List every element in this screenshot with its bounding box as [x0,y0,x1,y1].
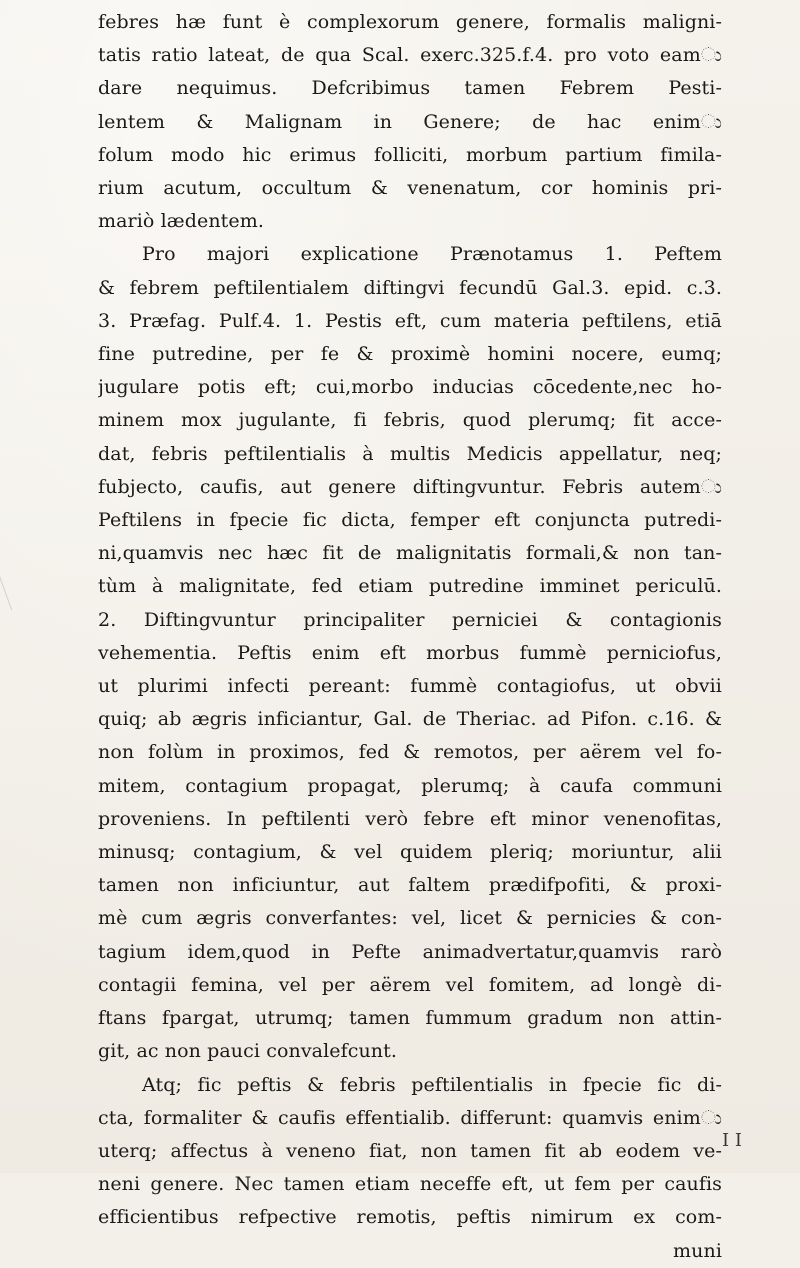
text-line: Pro majori explicatione Prænotamus 1. Peftem [142,243,722,266]
text-line: tamen non inficiuntur, aut faltem prædifpofiti, & proxi- [98,874,722,897]
text-line: fubjecto, caufis, aut genere diftingvuntur. Febris autemು [98,475,722,498]
text-line: proveniens. In peftilenti verò febre eft minor venenofitas, [98,807,722,830]
text-line: contagii femina, vel per aërem vel fomitem, ad longè di- [98,973,722,996]
text-line: mitem, contagium propagat, plerumq; à caufa communi [98,774,722,797]
text-line: fine putredine, per fe & proximè homini nocere, eumq; [98,343,722,366]
text-line: uterq; affectus à veneno fiat, non tamen fit ab eodem ve- [98,1139,722,1162]
text-line: & febrem peftilentialem diftingvi fecundū Gal.3. epid. c.3. [98,276,722,299]
text-line: folum modo hic erimus folliciti, morbum partium fimila- [98,143,722,166]
text-line: quiq; ab ægris inficiantur, Gal. de Theriac. ad Pifon. c.16. & [98,708,722,731]
text-line: minem mox jugulante, fi febris, quod plerumq; fit acce- [98,409,722,432]
text-line: non folùm in proximos, fed & remotos, per aërem vel fo- [98,741,722,764]
page-mark: I I [722,1130,742,1151]
text-line: mè cum ægris converfantes: vel, licet & pernicies & con- [98,907,722,930]
text-line: jugulare potis eft; cui,morbo inducias cōcedente,nec ho- [98,376,722,399]
text-line: tagium idem,quod in Pefte animadvertatur,quamvis rarò [98,940,722,963]
text-line: 3. Præfag. Pulf.4. 1. Pestis eft, cum materia peftilens, etiā [98,309,722,332]
text-line: lentem & Malignam in Genere; de hac enimು [98,110,722,133]
text-line: tatis ratio lateat, de qua Scal. exerc.325.f.4. pro voto eamು [98,44,722,67]
margin-mark [0,570,34,610]
text-line: febres hæ funt è complexorum genere, formalis maligni- [98,11,722,33]
text-line: tùm à malignitate, fed etiam putredine imminet periculū. [98,575,722,598]
catchword: muni [673,1239,722,1262]
text-line: neni genere. Nec tamen etiam neceffe eft, ut fem per caufis [98,1173,722,1196]
text-line: 2. Diftingvuntur principaliter perniciei & contagionis [98,608,722,631]
text-line: rium acutum, occultum & venenatum, cor hominis pri- [98,177,722,200]
text-line: ut plurimi infecti pereant: fummè contagiofus, ut obvii [98,675,722,698]
text-line: cta, formaliter & caufis effentialib. differunt: quamvis enimು [98,1106,722,1129]
text-line: minusq; contagium, & vel quidem pleriq; moriuntur, alii [98,841,722,864]
text-line: Atq; fic peftis & febris peftilentialis in fpecie fic di- [142,1073,722,1096]
text-line: mariò lædentem. [98,210,264,233]
text-line: vehementia. Peftis enim eft morbus fummè perniciofus, [98,641,722,664]
text-body [98,6,722,1268]
text-line: git, ac non pauci convalefcunt. [98,1040,398,1063]
text-line: ftans fpargat, utrumq; tamen fummum gradum non attin- [98,1007,722,1030]
text-line: Peftilens in fpecie fic dicta, femper eft conjuncta putredi- [98,509,722,532]
text-line: dat, febris peftilentialis à multis Medicis appellatur, neq; [98,442,722,465]
text-line: efficientibus refpective remotis, peftis nimirum ex com- [98,1206,722,1229]
text-line: dare nequimus. Defcribimus tamen Febrem Pesti- [98,77,722,100]
text-line: ni,quamvis nec hæc fit de malignitatis formali,& non tan- [98,542,722,565]
